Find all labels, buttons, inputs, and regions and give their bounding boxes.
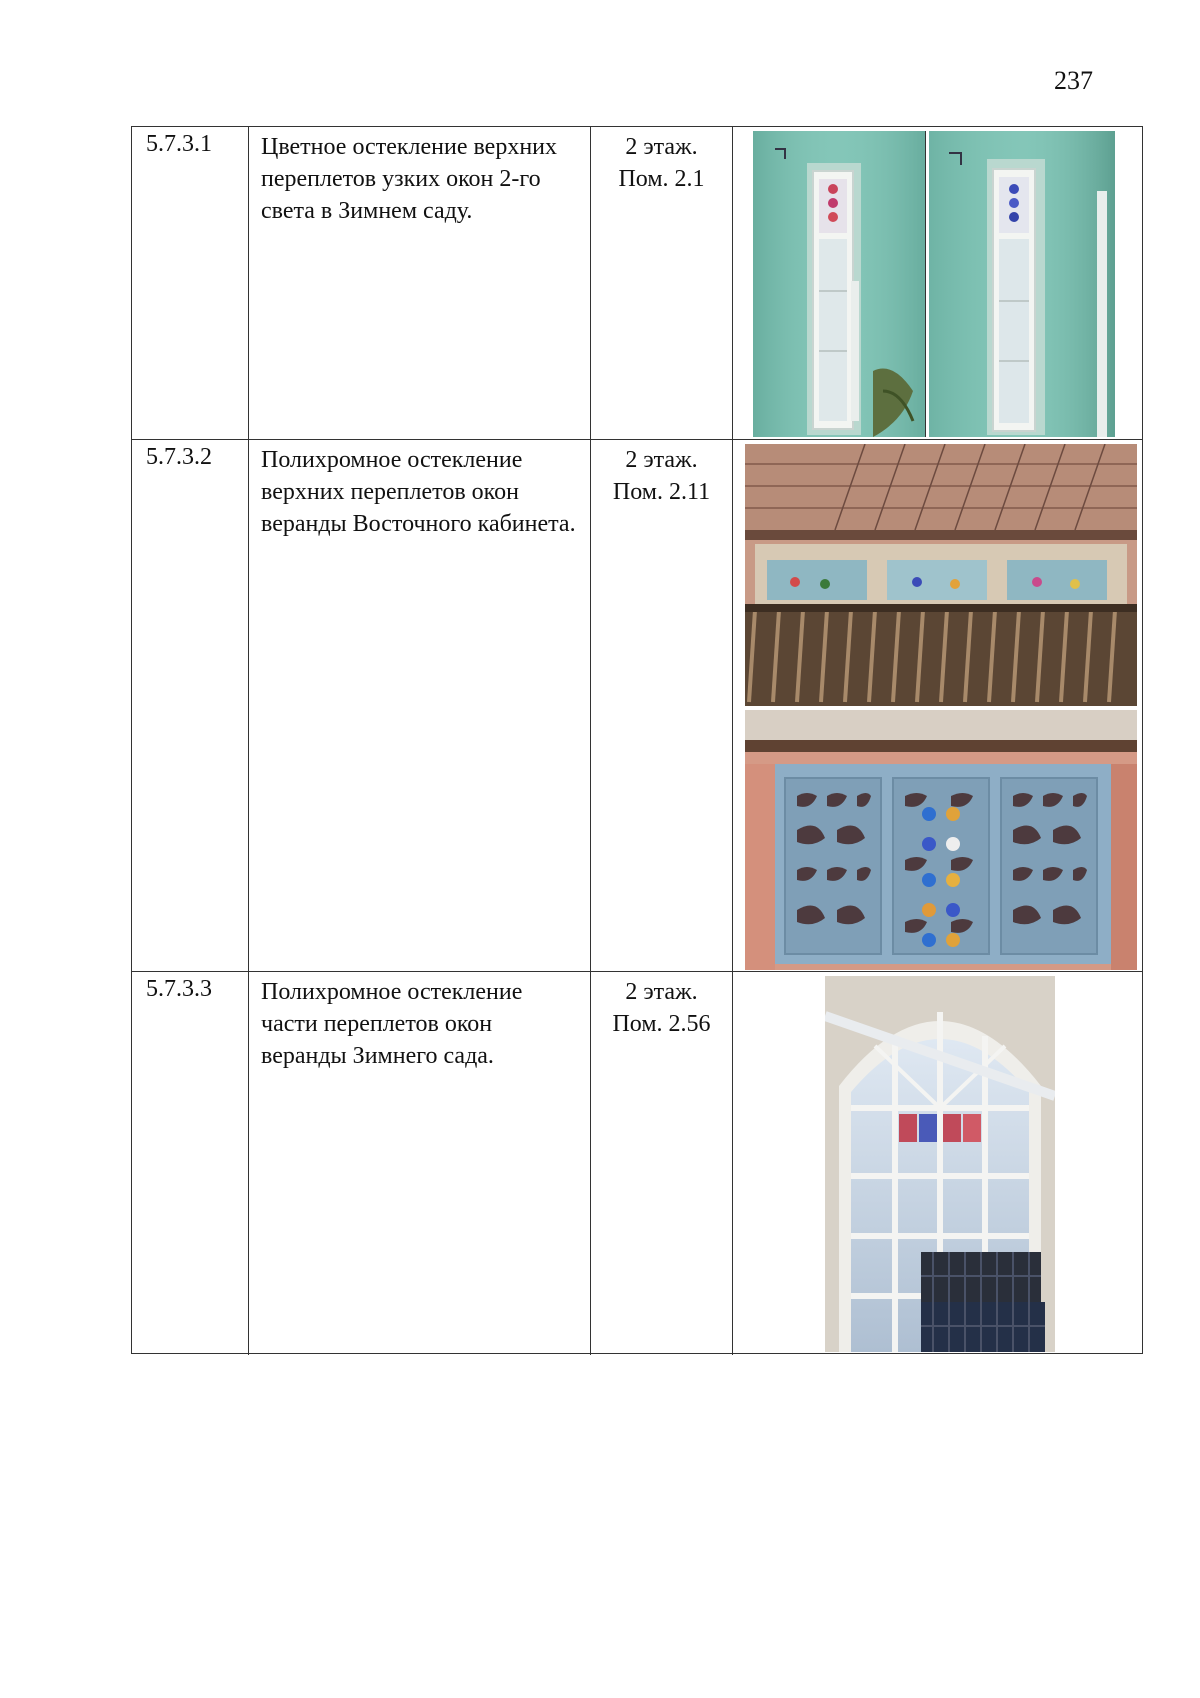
photo-cell: [732, 440, 1144, 971]
page-number: 237: [1054, 66, 1093, 95]
row-description: Полихромное остекление части переплетов окон веранды Зимнего сада.: [261, 979, 523, 1069]
room-label: Пом. 2.11: [612, 479, 711, 505]
table-row: [132, 971, 1142, 1355]
room-label: Пом. 2.1: [618, 166, 705, 192]
table-row: [132, 439, 1142, 971]
row-number: 5.7.3.2: [146, 444, 212, 470]
room-label: Пом. 2.56: [612, 1011, 711, 1037]
row-description: Полихромное остекление верхних переплетов окон веранды Восточного кабинета.: [261, 447, 576, 537]
heritage-table: [131, 126, 1143, 1354]
narrow-window-photo-right: [929, 131, 1115, 437]
location-cell: [590, 127, 732, 439]
table-row: [132, 127, 1142, 439]
row-number-cell: [132, 972, 248, 1355]
description-cell: [248, 127, 590, 439]
veranda-ceiling-photo: [745, 444, 1137, 706]
description-cell: [248, 972, 590, 1355]
row-number: 5.7.3.3: [146, 976, 212, 1002]
carved-grille-photo: [745, 710, 1137, 970]
location-cell: [590, 972, 732, 1355]
photo-cell: [732, 972, 1144, 1355]
floor-label: 2 этаж.: [625, 979, 698, 1005]
photo-cell: [732, 127, 1144, 439]
row-number-cell: [132, 127, 248, 439]
floor-label: 2 этаж.: [625, 134, 698, 160]
description-cell: [248, 440, 590, 971]
narrow-window-photo-left: [753, 131, 926, 437]
arched-window-photo: [825, 976, 1055, 1352]
row-number: 5.7.3.1: [146, 131, 212, 157]
location-cell: [590, 440, 732, 971]
row-number-cell: [132, 440, 248, 971]
floor-label: 2 этаж.: [625, 447, 698, 473]
row-description: Цветное остекление верхних переплетов узких окон 2-го света в Зимнем саду.: [261, 134, 558, 224]
